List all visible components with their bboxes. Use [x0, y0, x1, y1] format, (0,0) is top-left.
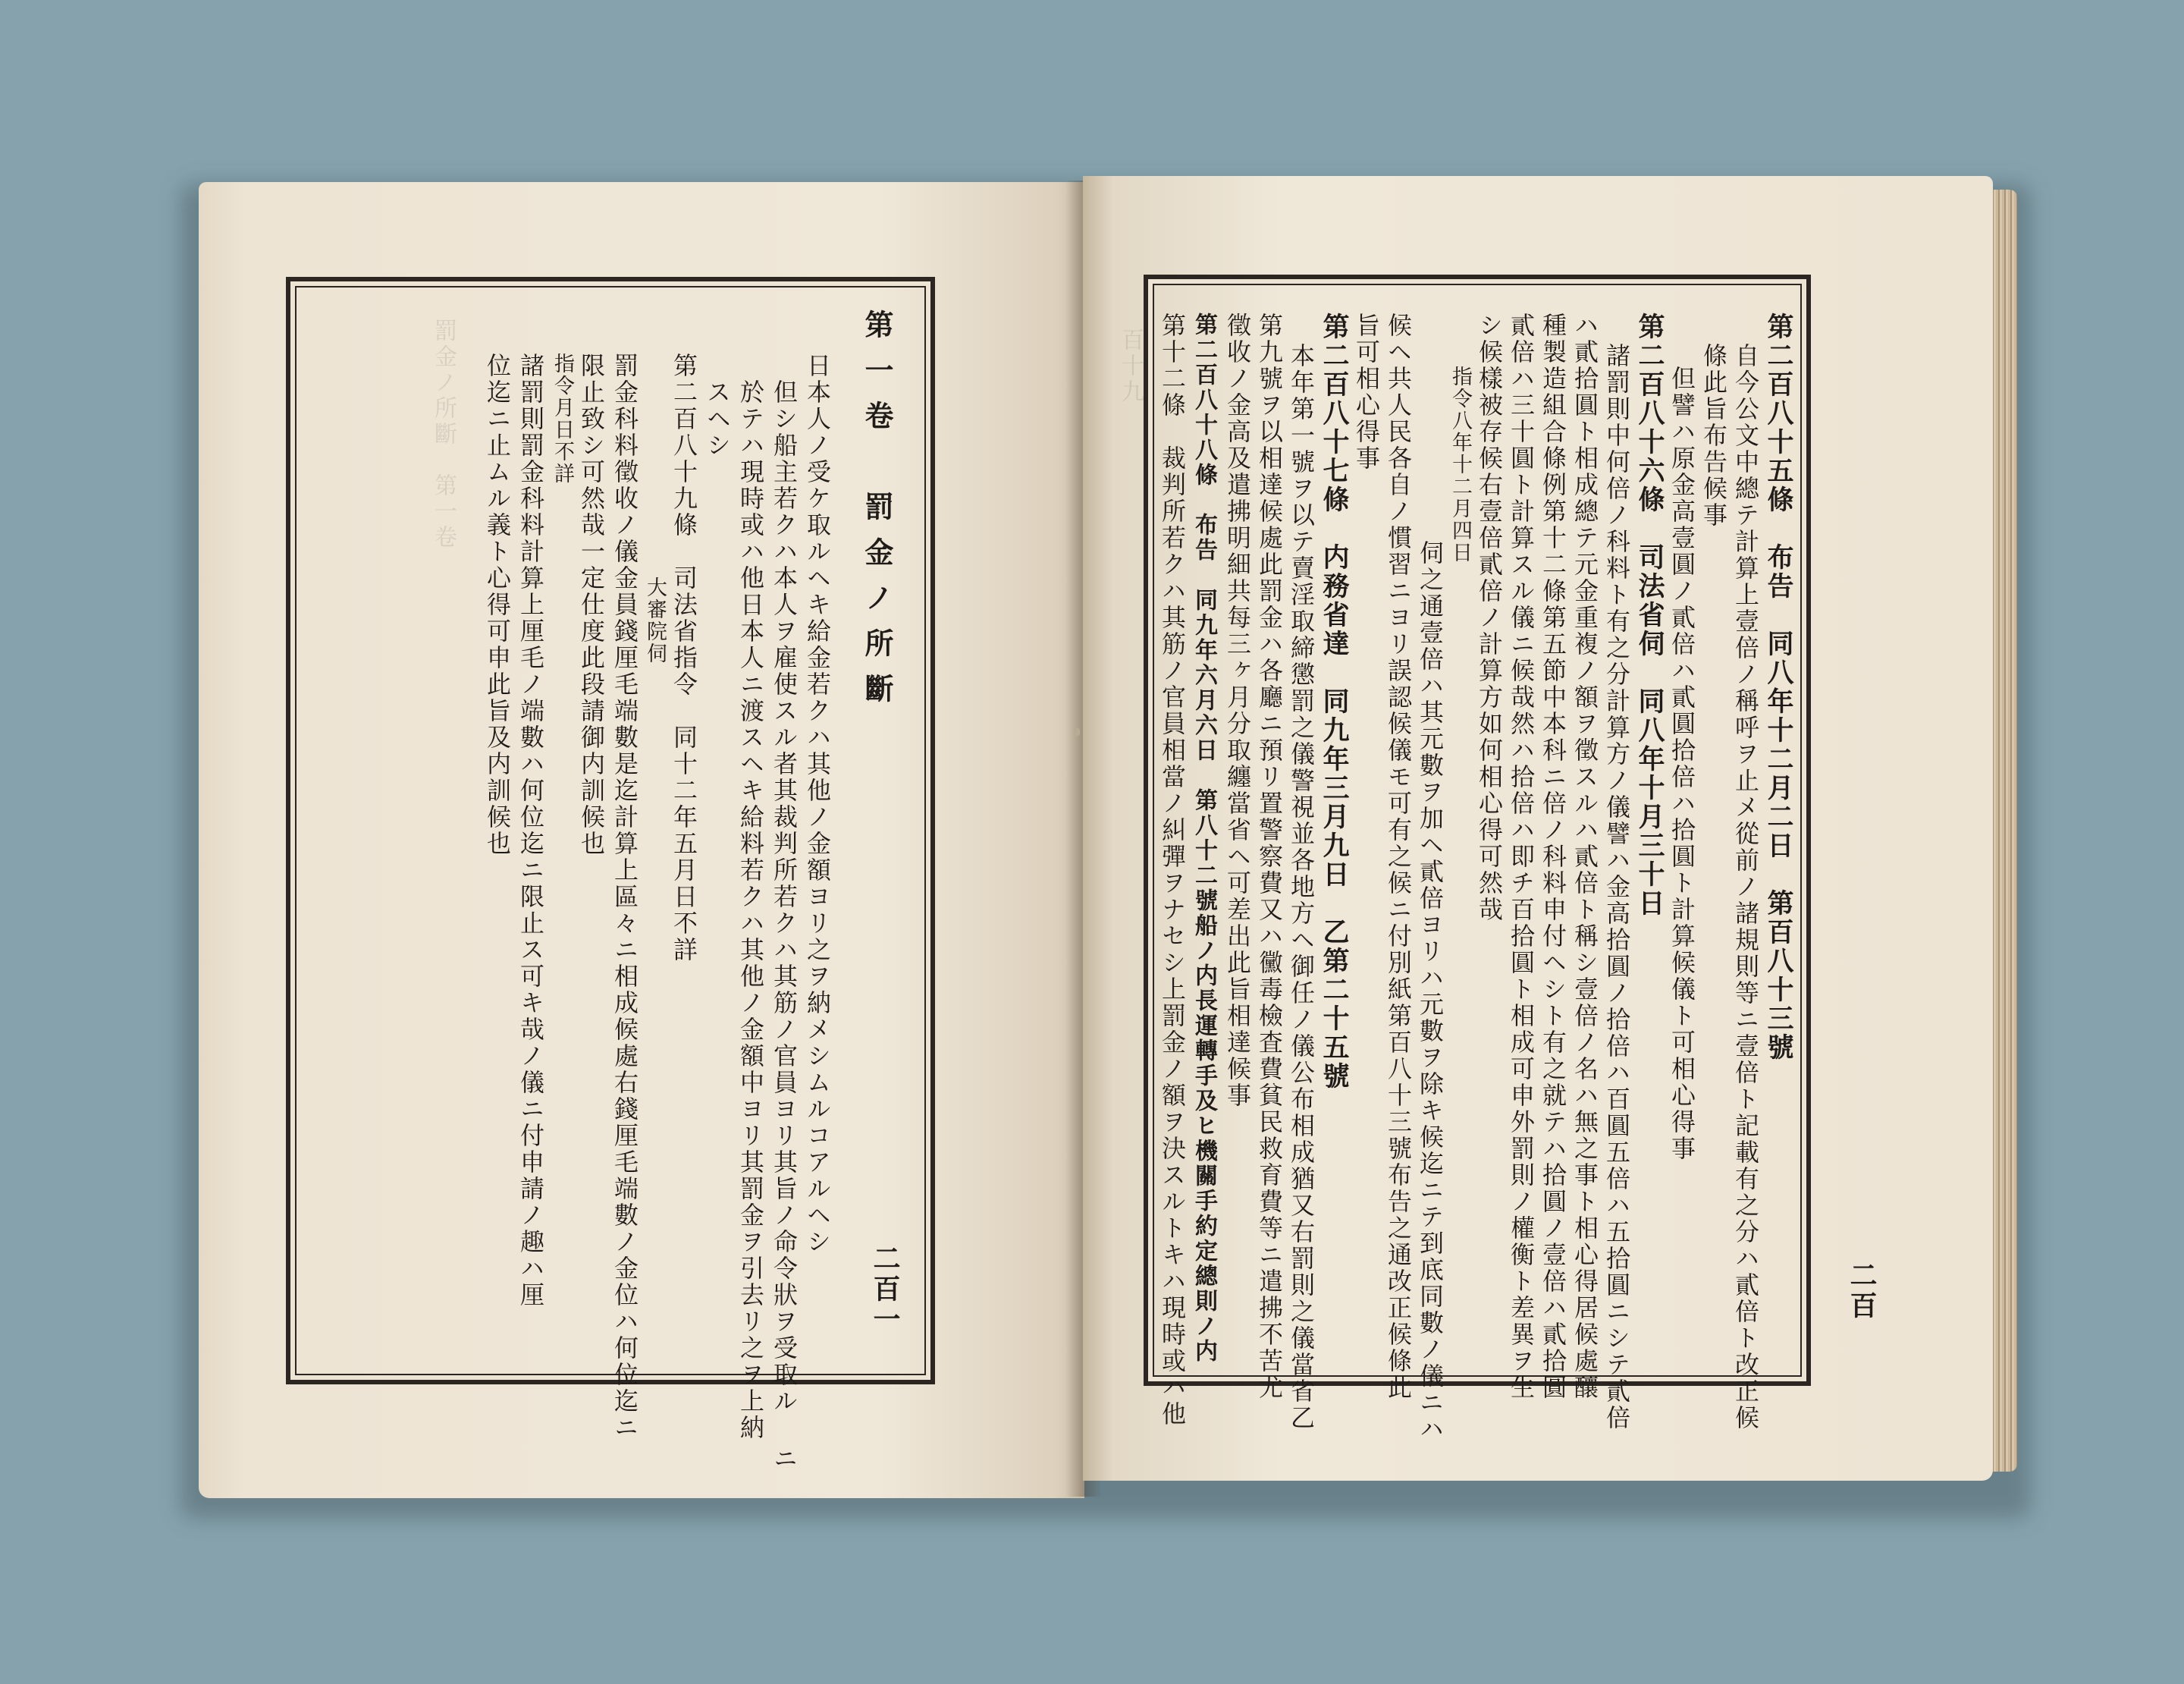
text-column: 限止致シ可然哉一定仕度此段請御内訓候也 — [577, 353, 606, 857]
article-heading: 第二百八十八條 布告 同九年六月六日 第八十二號船ノ内長運轉手及ヒ機關手約定總則ノ内 — [1191, 313, 1217, 1364]
text-column: 種製造組合條例第十二條第五節中本科ニ倍ノ科料申付ヘシト有之就テハ拾圓ノ壹倍ハ貳拾圓 — [1539, 313, 1567, 1401]
text-column: 大審院伺 — [643, 577, 667, 664]
text-column: スヘシ — [703, 379, 732, 459]
left-page — [199, 182, 1084, 1498]
text-column: 貳倍ハ三十圓ト計算スル儀ニ候哉然ハ拾倍ハ即チ百拾圓ト相成可申外罰則ノ權衡ト差異ヲ生 — [1507, 313, 1536, 1401]
text-column: 自今公文中總テ計算上壹倍ノ稱呼ヲ止メ從前ノ諸規則等ニ壹倍ト記載有之分ハ貳倍ト改正候 — [1731, 343, 1760, 1431]
text-column: 日本人ノ受ケ取ルヘキ給金若クハ其他ノ金額ヨリ之ヲ納メシムルコアルヘシ — [803, 353, 832, 1255]
article-heading: 第二百八十九條 司法省指令 同十二年五月日不詳 — [670, 353, 698, 963]
text-column: 但譬ハ原金高壹圓ノ貳倍ハ貳圓拾倍ハ拾圓ト計算候儀ト可相心得事 — [1668, 366, 1696, 1162]
text-column: 候ヘ共人民各自ノ慣習ニヨリ誤認候儀モ可有之候ニ付別紙第百八十三號布告之通改正候條此 — [1384, 313, 1413, 1401]
article-heading: 第二百八十七條 内務省達 同九年三月九日 乙第二十五號 — [1319, 313, 1350, 1091]
text-column: 伺之通壹倍ハ其元數ヲ加ヘ貳倍ヨリハ元數ヲ除キ候迄ニテ到底同數ノ儀ニハ — [1416, 540, 1445, 1443]
bleed-through-text: 百十九 — [1117, 328, 1144, 405]
article-heading: 第二百八十五條 布告 同八年十二月二日 第百八十三號 — [1763, 313, 1794, 1062]
text-column: シ候樣被存候右壹倍貳倍ノ計算方如何相心得可然哉 — [1475, 313, 1504, 923]
text-column: 諸罰則罰金科料計算上厘毛ノ端數ハ何位迄ニ限止ス可キ哉ノ儀ニ付申請ノ趣ハ厘 — [516, 353, 545, 1309]
text-column: 條此旨布告候事 — [1699, 343, 1728, 529]
page-number: 二百一 — [869, 1244, 901, 1335]
text-column: 諸罰則中何倍ノ科料ト有之分計算方ノ儀譬ハ金高拾圓ノ拾倍ハ百圓五倍ハ五拾圓ニシテ貳倍 — [1602, 343, 1631, 1431]
text-column: 本年第一號ヲ以テ賣淫取締懲罰之儀警視並各地方ヘ御任ノ儀公布相成猶又右罰則之儀當省乙 — [1287, 343, 1316, 1431]
text-column: 指令月日不詳 — [551, 353, 574, 485]
text-column: 於テハ現時或ハ他日本人ニ渡スヘキ給料若クハ其他ノ金額中ヨリ其罰金ヲ引去リ之ヲ上納 — [736, 379, 765, 1441]
page-number: 二百 — [1846, 1261, 1878, 1321]
text-column: 旨可相心得事 — [1352, 313, 1381, 472]
binding-mark — [1074, 728, 1080, 736]
text-column: 位迄ニ止ムル義ト心得可申此旨及内訓候也 — [483, 353, 512, 857]
text-column: ハ貳拾圓ト相成總テ元金重複ノ額ヲ徵スルハ貳倍ト稱シ壹倍ノ名ハ無之事ト相心得居候處釀 — [1571, 313, 1599, 1401]
bleed-through-text: 罰金ノ所斷 第一卷 — [430, 319, 457, 551]
text-column: 指令八年十二月四日 — [1448, 366, 1472, 564]
running-header: 第一卷 罰金ノ所斷 — [860, 309, 894, 719]
text-column: 罰金科料徵收ノ儀金員錢厘毛端數是迄計算上區々ニ相成候處右錢厘毛端數ノ金位ハ何位迄ニ — [610, 353, 639, 1441]
text-column: 但シ船主若クハ本人ヲ雇使スル者其裁判所若クハ其筋ノ官員ヨリ其旨ノ命令狀ヲ受取ル ニ — [770, 379, 799, 1472]
text-column: 第九號ヲ以相達候處此罰金ハ各廳ニ預リ置警察費又ハ黴毒檢査費貧民救育費等ニ遣拂不苦尤 — [1255, 313, 1284, 1401]
article-heading: 第二百八十六條 司法省伺 同八年十月三十日 — [1634, 313, 1665, 918]
text-column: 徵收ノ金高及遣拂明細共每三ヶ月分取纏當省ヘ可差出此旨相達候事 — [1223, 313, 1252, 1109]
right-page — [1083, 176, 1993, 1481]
text-column: 第十二條 裁判所若クハ其筋ノ官員相當ノ糾彈ヲナセシ上罰金ノ額ヲ決スルトキハ現時或ハ他 — [1158, 313, 1187, 1428]
